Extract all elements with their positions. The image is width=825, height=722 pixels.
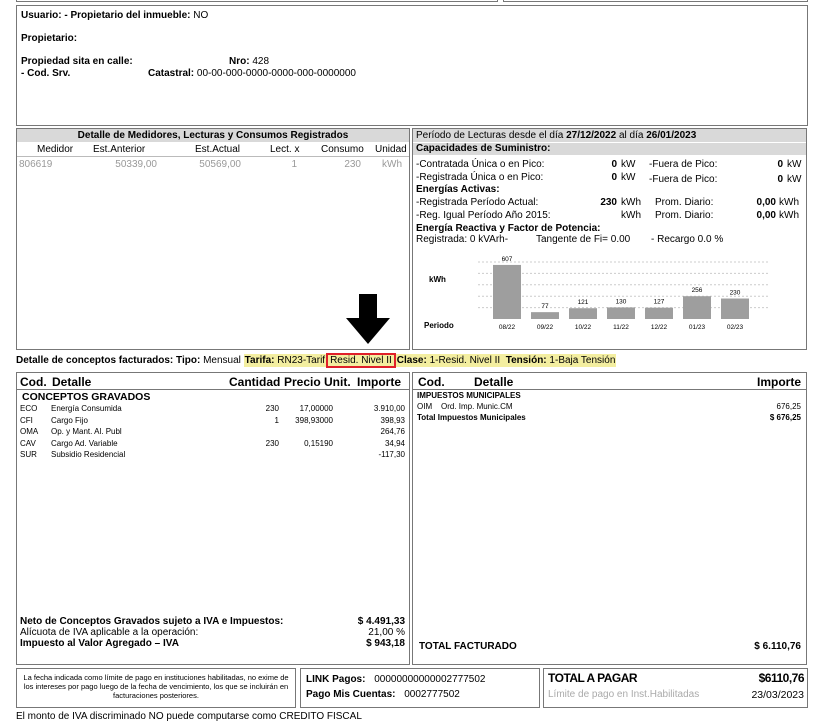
period-mid: al día bbox=[618, 130, 644, 141]
meters-divider bbox=[17, 156, 409, 157]
tarifa-value: RN23-Tarif bbox=[277, 355, 326, 366]
taxes-section-title: IMPUESTOS MUNICIPALES bbox=[417, 391, 521, 400]
registrada-unit: kW bbox=[621, 172, 636, 183]
concepts-header-cantidad: Cantidad bbox=[229, 375, 281, 389]
concept-importe: 34,94 bbox=[384, 438, 405, 448]
neto-value: $ 4.491,33 bbox=[357, 616, 405, 627]
link-pagos-value: 00000000000002777502 bbox=[374, 674, 486, 685]
meters-title: Detalle de Medidores, Lecturas y Consumos Registrados bbox=[17, 129, 409, 142]
concept-row bbox=[17, 439, 409, 451]
period-from: 27/12/2022 bbox=[566, 130, 617, 141]
period-box bbox=[412, 128, 807, 350]
prom-2-unit: kWh bbox=[779, 210, 799, 221]
concept-row bbox=[17, 427, 409, 439]
tarifa-label: Tarifa: bbox=[244, 355, 275, 366]
payment-notice: La fecha indicada como límite de pago en instituciones habilitadas, no exime de los intereses por pago luego de la fecha de vencimiento, los que se incluirán en facturaciones posteriores. bbox=[23, 673, 289, 700]
fuera-pico-2-value: 0 bbox=[777, 174, 783, 185]
link-pagos-line bbox=[306, 674, 485, 685]
reactiva-title: Energía Reactiva y Factor de Potencia: bbox=[416, 223, 601, 234]
total-pagar-box bbox=[543, 668, 808, 708]
alicuota-label: Alícuota de IVA aplicable a la operación: bbox=[20, 627, 199, 638]
meter-est-actual: 50569,00 bbox=[199, 159, 241, 170]
tax-total-label: Total Impuestos Municipales bbox=[417, 413, 526, 422]
link-pagos-label: LINK Pagos: bbox=[306, 674, 366, 685]
concept-detalle: Subsidio Residencial bbox=[51, 450, 126, 459]
taxes-header-divider bbox=[413, 389, 806, 390]
chart-category-label: 09/22 bbox=[536, 324, 554, 331]
fuera-pico-1-value: 0 bbox=[777, 159, 783, 170]
concept-detalle: Cargo Fijo bbox=[51, 415, 88, 425]
propietario-label: Propietario: bbox=[21, 33, 78, 44]
tarifa-highlight bbox=[244, 354, 326, 367]
chart-bar bbox=[721, 299, 749, 319]
meter-lect: 1 bbox=[291, 159, 297, 170]
fuera-pico-1-unit: kW bbox=[787, 159, 802, 170]
iva-credit-note: El monto de IVA discriminado NO puede computarse como CREDITO FISCAL bbox=[16, 711, 362, 722]
reg-igual-label: -Reg. Igual Período Año 2015: bbox=[416, 210, 551, 221]
prom-1-value: 0,00 bbox=[756, 197, 776, 208]
concept-importe: -117,30 bbox=[378, 450, 405, 459]
chart-category-label: 11/22 bbox=[613, 324, 629, 331]
meter-consumo: 230 bbox=[344, 159, 361, 170]
prom-2-value: 0,00 bbox=[756, 210, 776, 221]
chart-bar bbox=[493, 265, 521, 319]
concepts-header-detalle: Detalle bbox=[52, 375, 92, 389]
meter-est-anterior: 50339,00 bbox=[115, 159, 157, 170]
concept-rows bbox=[17, 404, 409, 462]
meters-header-consumo: Consumo bbox=[321, 144, 364, 155]
concept-row bbox=[17, 416, 409, 428]
concept-importe: 264,76 bbox=[380, 427, 405, 436]
period-prefix: Período de Lecturas desde el día bbox=[416, 130, 564, 141]
resid-highlight-box: Resid. Nivel II bbox=[326, 353, 396, 368]
concept-detalle: Op. y Mant. Al. Publ bbox=[51, 427, 122, 436]
chart-category-label: 10/22 bbox=[574, 324, 592, 331]
chart-bar bbox=[645, 308, 673, 319]
reg-actual-unit: kWh bbox=[621, 197, 641, 208]
concept-cantidad: 1 bbox=[274, 415, 279, 425]
meter-unidad: kWh bbox=[382, 159, 402, 170]
meters-header-unidad: Unidad bbox=[375, 144, 407, 155]
pago-mis-cuentas-label: Pago Mis Cuentas: bbox=[306, 689, 396, 700]
alicuota-value: 21,00 % bbox=[368, 627, 405, 638]
chart-category-label: 12/22 bbox=[650, 324, 668, 331]
meters-header-lect: Lect. x bbox=[270, 144, 300, 155]
clase-highlight bbox=[396, 354, 617, 367]
total-pagar-label: TOTAL A PAGAR bbox=[548, 671, 638, 685]
concepts-header-importe: Importe bbox=[357, 375, 402, 389]
prom-2-label: Prom. Diario: bbox=[655, 210, 714, 221]
fuera-pico-2-label: -Fuera de Pico: bbox=[649, 174, 718, 185]
registrada-label: -Registrada Única o en Pico: bbox=[416, 172, 544, 183]
registrada-value: 0 bbox=[611, 172, 617, 183]
nro-value: 428 bbox=[252, 56, 270, 67]
meters-header-medidor: Medidor bbox=[37, 144, 74, 155]
concept-importe: 3.910,00 bbox=[373, 404, 405, 413]
chart-xlabel: Periodo bbox=[424, 321, 454, 330]
meters-header-est-actual: Est.Actual bbox=[195, 144, 241, 155]
period-to: 26/01/2023 bbox=[646, 130, 697, 141]
limite-pago-value: 23/03/2023 bbox=[751, 689, 804, 701]
tax-total-value: $ 676,25 bbox=[769, 413, 801, 422]
clase-label: Clase: bbox=[396, 355, 427, 366]
tension-label: Tensión: bbox=[505, 355, 547, 366]
fuera-pico-2-unit: kW bbox=[787, 174, 802, 185]
contratada-value: 0 bbox=[611, 159, 617, 170]
tension-value: 1-Baja Tensión bbox=[549, 355, 616, 366]
concept-precio: 398,93000 bbox=[295, 415, 333, 425]
pago-mis-cuentas-line bbox=[306, 689, 460, 700]
concept-cantidad: 230 bbox=[265, 404, 279, 413]
concept-cod: ECO bbox=[20, 404, 38, 413]
propietario-inmueble-value: NO bbox=[193, 10, 209, 21]
usuario-label: Usuario: bbox=[21, 10, 62, 21]
chart-value-label: 121 bbox=[577, 299, 589, 307]
prom-1-unit: kWh bbox=[779, 197, 799, 208]
catastral-label: Catastral: bbox=[148, 68, 195, 79]
chart-value-label: 607 bbox=[501, 255, 513, 263]
total-pagar-value: $6110,76 bbox=[758, 671, 804, 685]
codsrv-label: - Cod. Srv. bbox=[21, 68, 71, 79]
limite-pago-label: Límite de pago en Inst.Habilitadas bbox=[548, 689, 700, 700]
tangente-value: Tangente de Fi= 0.00 bbox=[536, 234, 631, 245]
chart-category-label: 08/22 bbox=[498, 324, 516, 331]
payment-notice-box bbox=[16, 668, 296, 708]
capacities-title: Capacidades de Suministro: bbox=[413, 143, 806, 155]
nro-field bbox=[229, 56, 269, 67]
concept-importe: 398,93 bbox=[380, 415, 405, 425]
consumption-chart bbox=[413, 247, 806, 347]
concepts-header-cod: Cod. bbox=[20, 375, 47, 389]
meter-id: 806619 bbox=[19, 159, 53, 170]
reg-actual-value: 230 bbox=[600, 197, 617, 208]
payment-codes-box bbox=[300, 668, 540, 708]
chart-bar bbox=[607, 307, 635, 319]
concept-cantidad: 230 bbox=[265, 438, 279, 448]
owner-box bbox=[16, 5, 808, 126]
usuario-line bbox=[21, 10, 208, 21]
concepts-header-divider bbox=[17, 389, 409, 390]
nro-label: Nro: bbox=[229, 56, 250, 67]
chart-value-label: 130 bbox=[615, 298, 627, 306]
concept-precio: 17,00000 bbox=[299, 404, 333, 413]
chart-ylabel: kWh bbox=[429, 275, 446, 284]
neto-label: Neto de Conceptos Gravados sujeto a IVA e Impuestos: bbox=[20, 616, 284, 627]
concept-precio: 0,15190 bbox=[304, 438, 333, 448]
total-facturado-value: $ 6.110,76 bbox=[754, 641, 801, 652]
tax-cod: OIM bbox=[417, 402, 433, 411]
period-header bbox=[413, 129, 806, 142]
meters-header-est-anterior: Est.Anterior bbox=[93, 144, 146, 155]
fuera-pico-1-label: -Fuera de Pico: bbox=[649, 159, 718, 170]
reg-actual-label: -Registrada Período Actual: bbox=[416, 197, 539, 208]
chart-bar bbox=[531, 312, 559, 319]
reg-igual-unit: kWh bbox=[621, 210, 641, 221]
concept-bar-label: Detalle de conceptos facturados: Tipo: bbox=[16, 355, 201, 366]
top-partial-box-left bbox=[16, 0, 498, 2]
tax-detalle: Ord. Imp. Munic.CM bbox=[441, 402, 513, 411]
taxes-header-importe: Importe bbox=[756, 375, 801, 389]
concepts-section-title: CONCEPTOS GRAVADOS bbox=[22, 391, 151, 403]
taxes-header-cod: Cod. bbox=[418, 375, 445, 389]
concept-cod: SUR bbox=[20, 450, 37, 459]
chart-value-label: 127 bbox=[653, 298, 665, 306]
top-partial-box-right bbox=[503, 0, 808, 2]
chart-value-label: 256 bbox=[691, 287, 703, 295]
concept-row bbox=[17, 450, 409, 462]
concept-row bbox=[17, 404, 409, 416]
down-arrow-annotation bbox=[346, 294, 390, 346]
taxes-header-detalle: Detalle bbox=[474, 375, 514, 389]
iva-label: Impuesto al Valor Agregado – IVA bbox=[20, 638, 179, 649]
concept-bar bbox=[16, 354, 808, 368]
concept-cod: OMA bbox=[20, 427, 39, 436]
chart-category-label: 01/23 bbox=[688, 324, 706, 331]
concept-cod: CAV bbox=[20, 438, 36, 448]
concept-bar-tipo: Mensual bbox=[203, 355, 241, 366]
tax-importe: 676,25 bbox=[776, 402, 801, 411]
contratada-label: -Contratada Única o en Pico: bbox=[416, 159, 545, 170]
pago-mis-cuentas-value: 0002777502 bbox=[404, 689, 460, 700]
taxes-box bbox=[412, 372, 807, 665]
propietario-inmueble-label: - Propietario del inmueble: bbox=[64, 10, 191, 21]
propiedad-label: Propiedad sita en calle: bbox=[21, 56, 133, 67]
prom-1-label: Prom. Diario: bbox=[655, 197, 714, 208]
recargo-value: - Recargo 0.0 % bbox=[651, 234, 724, 245]
concepts-header-precio: Precio Unit. bbox=[284, 375, 351, 389]
reactiva-line: Registrada: 0 kVArh- bbox=[416, 234, 509, 245]
iva-value: $ 943,18 bbox=[366, 638, 405, 649]
chart-category-label: 02/23 bbox=[726, 324, 744, 331]
chart-bar bbox=[569, 308, 597, 319]
energias-title: Energías Activas: bbox=[416, 184, 500, 195]
concept-detalle: Cargo Ad. Variable bbox=[51, 438, 118, 448]
concept-detalle: Energía Consumida bbox=[51, 404, 122, 413]
contratada-unit: kW bbox=[621, 159, 636, 170]
catastral-field bbox=[148, 68, 356, 79]
chart-value-label: 230 bbox=[729, 289, 741, 297]
catastral-value: 00-00-000-0000-0000-000-0000000 bbox=[196, 68, 356, 79]
chart-value-label: 77 bbox=[541, 303, 549, 311]
chart-bar bbox=[683, 296, 711, 319]
clase-value: 1-Resid. Nivel II bbox=[429, 355, 501, 366]
concepts-box bbox=[16, 372, 410, 665]
total-facturado-label: TOTAL FACTURADO bbox=[419, 641, 517, 652]
concept-cod: CFI bbox=[20, 415, 33, 425]
